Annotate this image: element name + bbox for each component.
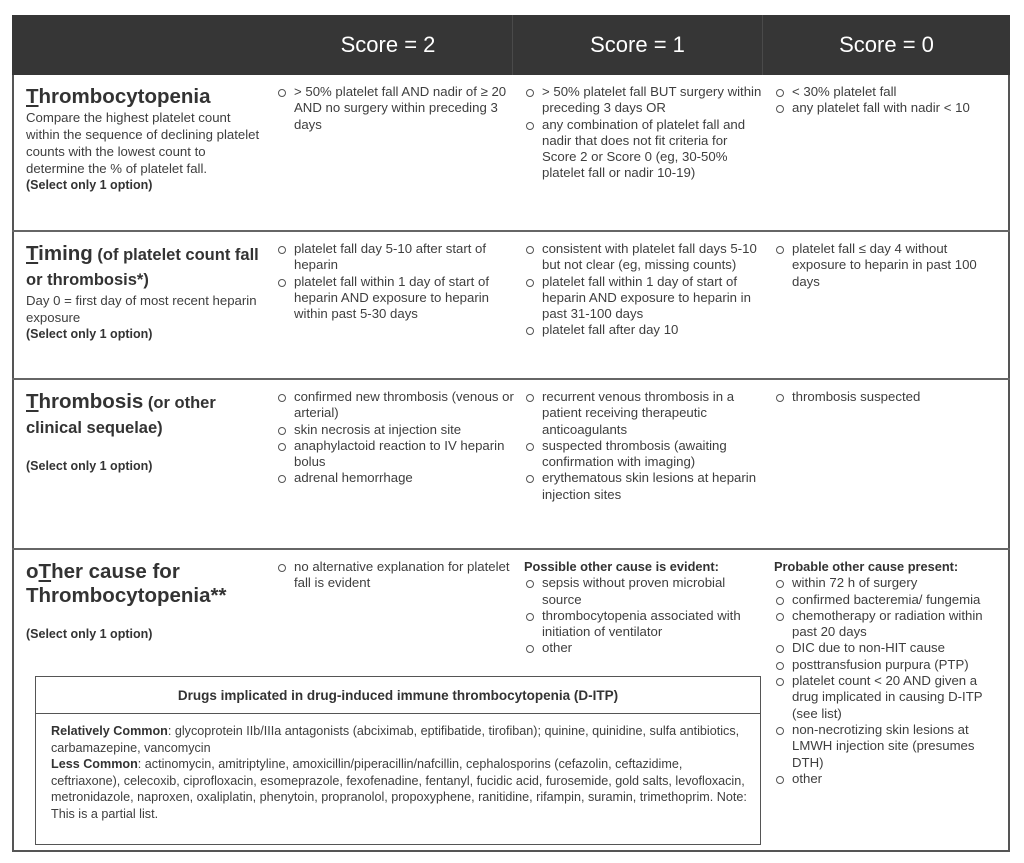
option-item[interactable]: thrombosis suspected xyxy=(774,389,1004,405)
category-cell xyxy=(26,232,262,343)
option-item[interactable]: < 30% platelet fall xyxy=(774,84,1004,100)
category-title: Thrombosis (or other clinical sequelae) xyxy=(26,390,216,437)
category-cell xyxy=(26,550,262,643)
option-item[interactable]: thrombocytopenia associated with initiation of ventilator xyxy=(524,608,764,641)
option-item[interactable]: > 50% platelet fall AND nadir of ≥ 20 AND no surgery within preceding 3 days xyxy=(276,84,514,133)
drug-list-box xyxy=(35,676,761,845)
score-1-cell xyxy=(524,232,764,339)
header-score-2: Score = 2 xyxy=(340,32,436,57)
row-thrombosis xyxy=(12,380,1010,550)
category-description: Day 0 = first day of most recent heparin exposure xyxy=(26,293,257,325)
option-item[interactable]: within 72 h of surgery xyxy=(774,575,1004,591)
option-item[interactable]: recurrent venous thrombosis in a patient receiving therapeutic anticoagulants xyxy=(524,389,764,438)
score-1-cell xyxy=(524,380,764,503)
option-item[interactable]: erythematous skin lesions at heparin injection sites xyxy=(524,470,764,503)
score-0-cell xyxy=(774,75,1004,117)
drug-list-title: Drugs implicated in drug-induced immune thrombocytopenia (D-ITP) xyxy=(36,677,760,714)
score-0-cell xyxy=(774,232,1004,290)
option-item[interactable]: any platelet fall with nadir < 10 xyxy=(774,100,1004,116)
table-header xyxy=(12,15,1010,75)
header-category-cell xyxy=(12,15,264,75)
option-item[interactable]: no alternative explanation for platelet fall is evident xyxy=(276,559,514,592)
score-0-lead: Probable other cause present: xyxy=(774,559,959,574)
option-item[interactable]: other xyxy=(774,771,1004,787)
option-item[interactable]: DIC due to non-HIT cause xyxy=(774,640,1004,656)
option-item[interactable]: suspected thrombosis (awaiting confirmation with imaging) xyxy=(524,438,764,471)
option-item[interactable]: confirmed bacteremia/ fungemia xyxy=(774,592,1004,608)
score-2-cell xyxy=(276,232,514,322)
option-item[interactable]: any combination of platelet fall and nadir that does not fit criteria for Score 2 or Score 0 (eg, 30-50% platelet fall or nadir 10-19) xyxy=(524,117,764,182)
option-item[interactable]: anaphylactoid reaction to IV heparin bolus xyxy=(276,438,514,471)
row-timing xyxy=(12,232,1010,380)
score-1-lead: Possible other cause is evident: xyxy=(524,559,719,574)
option-item[interactable]: platelet fall within 1 day of start of heparin AND exposure to heparin in past 31-100 days xyxy=(524,274,764,323)
category-title: Timing (of platelet count fall or thrombosis*) xyxy=(26,242,259,289)
option-item[interactable]: skin necrosis at injection site xyxy=(276,422,514,438)
option-item[interactable]: platelet fall day 5-10 after start of heparin xyxy=(276,241,514,274)
select-note: (Select only 1 option) xyxy=(26,459,153,473)
option-item[interactable]: non-necrotizing skin lesions at LMWH injection site (presumes DTH) xyxy=(774,722,1004,771)
select-note: (Select only 1 option) xyxy=(26,327,153,341)
option-item[interactable]: platelet fall after day 10 xyxy=(524,322,764,338)
score-1-cell xyxy=(524,550,764,657)
option-item[interactable]: chemotherapy or radiation within past 20 days xyxy=(774,608,1004,641)
common-drugs: : glycoprotein IIb/IIIa antagonists (abciximab, eptifibatide, tirofiban); quinine, quinidine, sulfa antibiotics, carbamazepine, vancomycin xyxy=(51,724,740,755)
option-item[interactable]: posttransfusion purpura (PTP) xyxy=(774,657,1004,673)
score-1-cell xyxy=(524,75,764,182)
option-item[interactable]: adrenal hemorrhage xyxy=(276,470,514,486)
common-label: Relatively Common xyxy=(51,724,168,738)
select-note: (Select only 1 option) xyxy=(26,178,153,192)
category-title: Thrombocytopenia xyxy=(26,85,211,108)
option-item[interactable]: sepsis without proven microbial source xyxy=(524,575,764,608)
drug-list-body xyxy=(36,714,751,822)
select-note: (Select only 1 option) xyxy=(26,627,153,641)
option-item[interactable]: platelet fall within 1 day of start of heparin AND exposure to heparin within past 5-30 days xyxy=(276,274,514,323)
category-cell xyxy=(26,380,262,475)
score-2-cell xyxy=(276,75,514,133)
category-description: Compare the highest platelet count within the sequence of declining platelet counts with the lowest count to determine the % of platelet fall. xyxy=(26,110,260,176)
less-common-label: Less Common xyxy=(51,757,138,771)
row-thrombocytopenia xyxy=(12,75,1010,232)
score-0-cell xyxy=(774,550,1004,787)
score-2-cell xyxy=(276,550,514,592)
score-2-cell xyxy=(276,380,514,487)
option-item[interactable]: confirmed new thrombosis (venous or arterial) xyxy=(276,389,514,422)
score-0-cell xyxy=(774,380,1004,405)
category-cell xyxy=(26,75,262,194)
category-title: oTher cause for Thrombocytopenia** xyxy=(26,560,227,607)
header-score-1: Score = 1 xyxy=(512,15,762,75)
option-item[interactable]: platelet fall ≤ day 4 without exposure to heparin in past 100 days xyxy=(774,241,1004,290)
option-item[interactable]: consistent with platelet fall days 5-10 but not clear (eg, missing counts) xyxy=(524,241,764,274)
less-common-drugs: : actinomycin, amitriptyline, amoxicillin/piperacillin/nafcillin, cephalosporins (cefazolin, ceftazidime, ceftriaxone), celecoxib, ciprofloxacin, esomeprazole, fexofenadine, fentanyl, fucidic acid, furosemide, gold salts, levofloxacin, metronidazole, naproxen, oxaliplatin, phenytoin, propranolol, propoxyphene, ranitidine, rifampin, suramin, trimethoprim. Note: This is a partial list. xyxy=(51,757,747,821)
option-item[interactable]: > 50% platelet fall BUT surgery within preceding 3 days OR xyxy=(524,84,764,117)
option-item[interactable]: other xyxy=(524,640,764,656)
option-item[interactable]: platelet count < 20 AND given a drug implicated in causing D-ITP (see list) xyxy=(774,673,1004,722)
header-score-0: Score = 0 xyxy=(762,15,1010,75)
